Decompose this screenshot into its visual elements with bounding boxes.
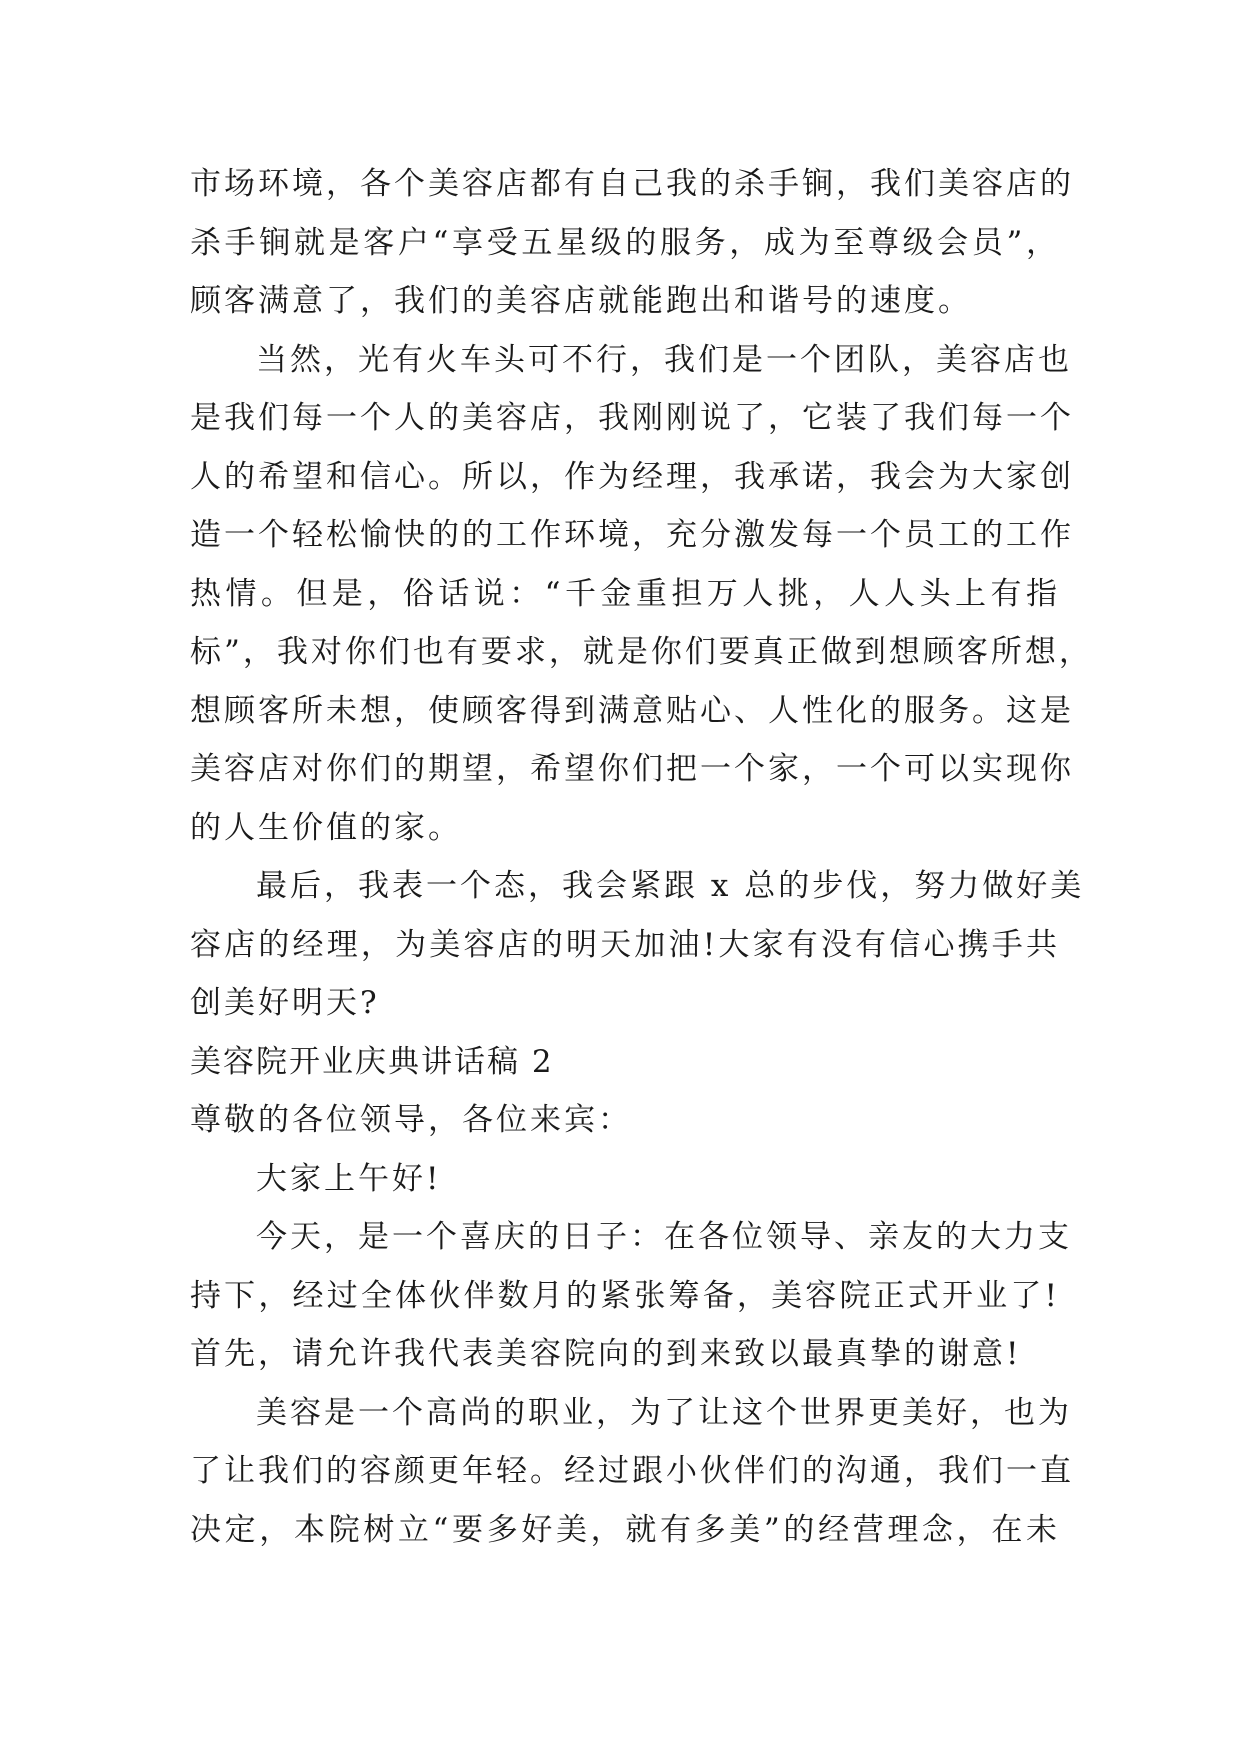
document-body (190, 155, 1093, 1559)
text-line: 顾客满意了，我们的美容店就能跑出和谐号的速度。 (190, 283, 972, 319)
paragraph-first-line: 今天，是一个喜庆的日子：在各位领导、亲友的大力支 (256, 1219, 1072, 1255)
text-line: 热情。但是，俗话说：“千金重担万人挑，人人头上有指 (190, 575, 1060, 612)
salutation: 尊敬的各位领导，各位来宾： (190, 1102, 632, 1138)
text-line: 决定，本院树立“要多好美，就有多美”的经营理念，在未 (190, 1511, 1060, 1548)
text-line: 持下，经过全体伙伴数月的紧张筹备，美容院正式开业了! (190, 1277, 1060, 1314)
text-line: 标”，我对你们也有要求，就是你们要真正做到想顾客所想， (190, 634, 1093, 670)
section-title: 美容院开业庆典讲话稿 2 (190, 1043, 554, 1080)
text-line: 了让我们的容颜更年轻。经过跟小伙伴们的沟通，我们一直 (190, 1453, 1074, 1489)
text-line: 杀手锏就是客户“享受五星级的服务，成为至尊级会员”， (190, 224, 1060, 261)
text-line: 造一个轻松愉快的的工作环境，充分激发每一个员工的工作 (190, 517, 1074, 553)
text-line: 创美好明天? (190, 985, 380, 1021)
greeting: 大家上午好! (256, 1160, 442, 1197)
text-line: 的人生价值的家。 (190, 809, 462, 846)
paragraph-first-line: 美容是一个高尚的职业，为了让这个世界更美好，也为 (256, 1394, 1072, 1431)
text-line: 是我们每一个人的美容店，我刚刚说了，它装了我们每一个 (190, 400, 1074, 436)
paragraph-first-line: 当然，光有火车头可不行，我们是一个团队，美容店也 (256, 341, 1072, 378)
text-line: 想顾客所未想，使顾客得到满意贴心、人性化的服务。这是 (190, 692, 1074, 729)
paragraph-first-line: 最后，我表一个态，我会紧跟 x 总的步伐，努力做好美 (256, 868, 1085, 904)
text-line: 人的希望和信心。所以，作为经理，我承诺，我会为大家创 (190, 458, 1074, 495)
text-line: 市场环境，各个美容店都有自己我的杀手锏，我们美容店的 (190, 166, 1074, 202)
text-line: 美容店对你们的期望，希望你们把一个家，一个可以实现你 (190, 751, 1074, 787)
text-line: 容店的经理，为美容店的明天加油!大家有没有信心携手共 (190, 926, 1060, 963)
text-line: 首先，请允许我代表美容院向的到来致以最真挚的谢意! (190, 1336, 1022, 1372)
